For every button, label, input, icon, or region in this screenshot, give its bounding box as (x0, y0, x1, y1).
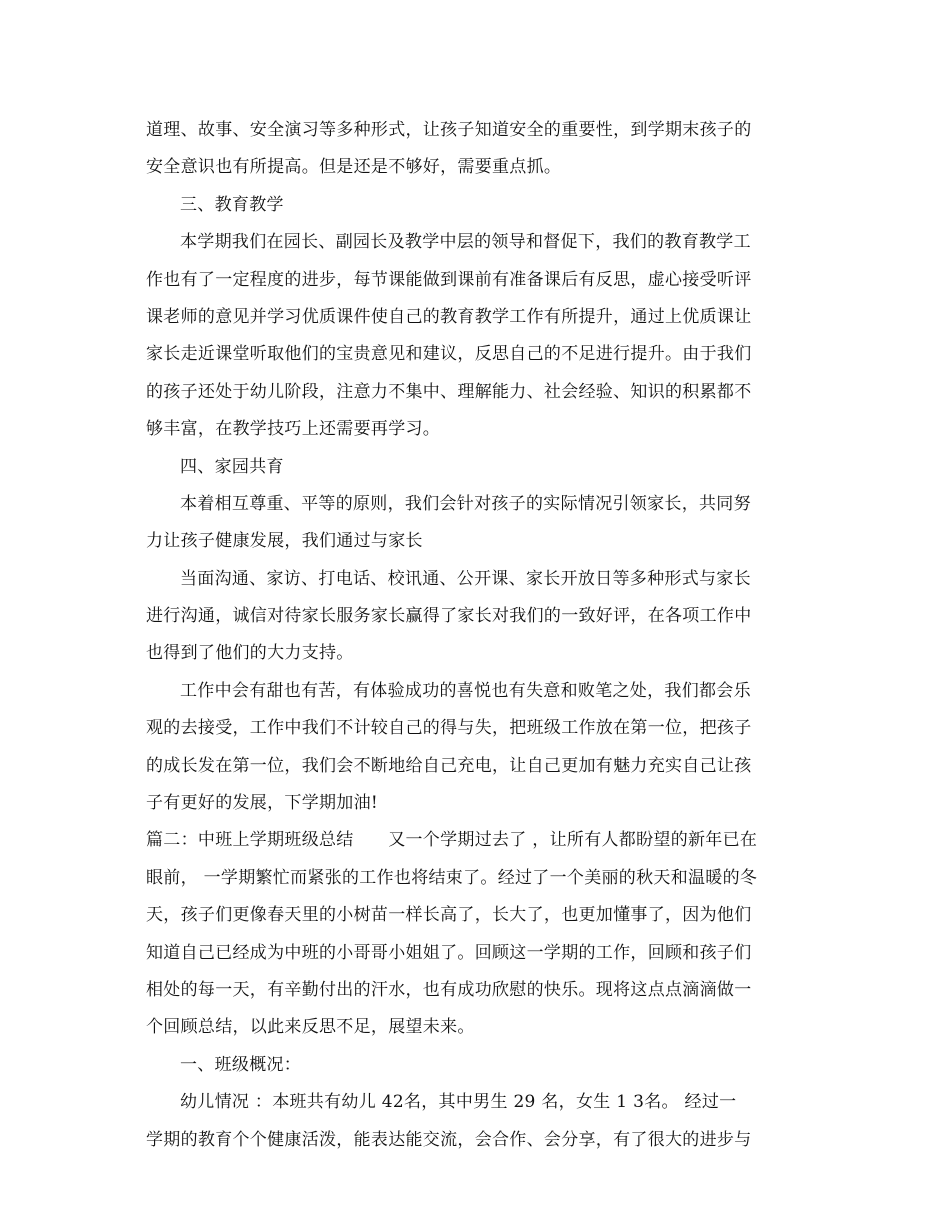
text-line: 道理、故事、安全演习等多种形式，让孩子知道安全的重要性，到学期末孩子的 (146, 120, 752, 140)
text-line: 课老师的意见并学习优质课件使自己的教育教学工作有所提升，通过上优质课让 (146, 306, 752, 327)
text-line: 个回顾总结，以此来反思不足，展望未来。 (146, 1017, 475, 1038)
text-line: 安全意识也有所提高。但是还是不够好，需要重点抓。 (146, 157, 562, 178)
text-line: 的孩子还处于幼儿阶段，注意力不集中、理解能力、社会经验、知识的积累都不 (146, 381, 752, 402)
text-line: 幼儿情况 ：本班共有幼儿 42名，其中男生 29 名，女生 1 3名。 经过一 (180, 1092, 737, 1113)
text-line: 四、家园共育 (180, 456, 284, 477)
text-line: 家长走近课堂听取他们的宝贵意见和建议，反思自己的不足进行提升。由于我们 (146, 344, 752, 365)
text-line: 也得到了他们的大力支持。 (146, 643, 354, 664)
document-body (146, 112, 816, 1159)
text-line: 一、班级概况： (180, 1054, 302, 1075)
text-line: 篇二：中班上学期班级总结 又一个学期过去了 ，让所有人都盼望的新年已在 (146, 830, 758, 851)
text-line: 当面沟通、家访、打电话、校讯通、公开课、家长开放日等多种形式与家长 (180, 568, 751, 589)
text-line: 学期的教育个个健康活泼，能表达能交流，会合作、会分享，有了很大的进步与 (146, 1129, 752, 1150)
text-line: 工作中会有甜也有苦，有体验成功的喜悦也有失意和败笔之处，我们都会乐 (180, 680, 751, 701)
text-line: 本着相互尊重、平等的原则，我们会针对孩子的实际情况引领家长，共同努 (180, 493, 751, 514)
text-line: 子有更好的发展，下学期加油! (146, 793, 379, 814)
text-line: 相处的每一天，有辛勤付出的汗水，也有成功欣慰的快乐。现将这点点滴滴做一 (146, 979, 752, 1000)
text-line: 作也有了一定程度的进步，每节课能做到课前有准备课后有反思，虚心接受听评 (146, 269, 752, 290)
text-line: 知道自己已经成为中班的小哥哥小姐姐了。回顾这一学期的工作，回顾和孩子们 (146, 942, 752, 963)
text-line: 眼前， 一学期繁忙而紧张的工作也将结束了。经过了一个美丽的秋天和温暖的冬 (146, 867, 758, 888)
text-line: 力让孩子健康发展，我们通过与家长 (146, 531, 423, 552)
text-line: 天，孩子们更像春天里的小树苗一样长高了，长大了，也更加懂事了，因为他们 (146, 905, 752, 926)
text-line: 三、教育教学 (180, 194, 284, 215)
text-line: 进行沟通，诚信对待家长服务家长赢得了家长对我们的一致好评，在各项工作中 (146, 606, 752, 627)
text-line: 够丰富，在教学技巧上还需要再学习。 (146, 419, 441, 440)
text-line: 的成长发在第一位，我们会不断地给自己充电，让自己更加有魅力充实自己让孩 (146, 755, 752, 776)
text-line: 观的去接受，工作中我们不计较自己的得与失，把班级工作放在第一位，把孩子 (146, 718, 752, 739)
text-line: 本学期我们在园长、副园长及教学中层的领导和督促下，我们的教育教学工 (180, 232, 751, 253)
